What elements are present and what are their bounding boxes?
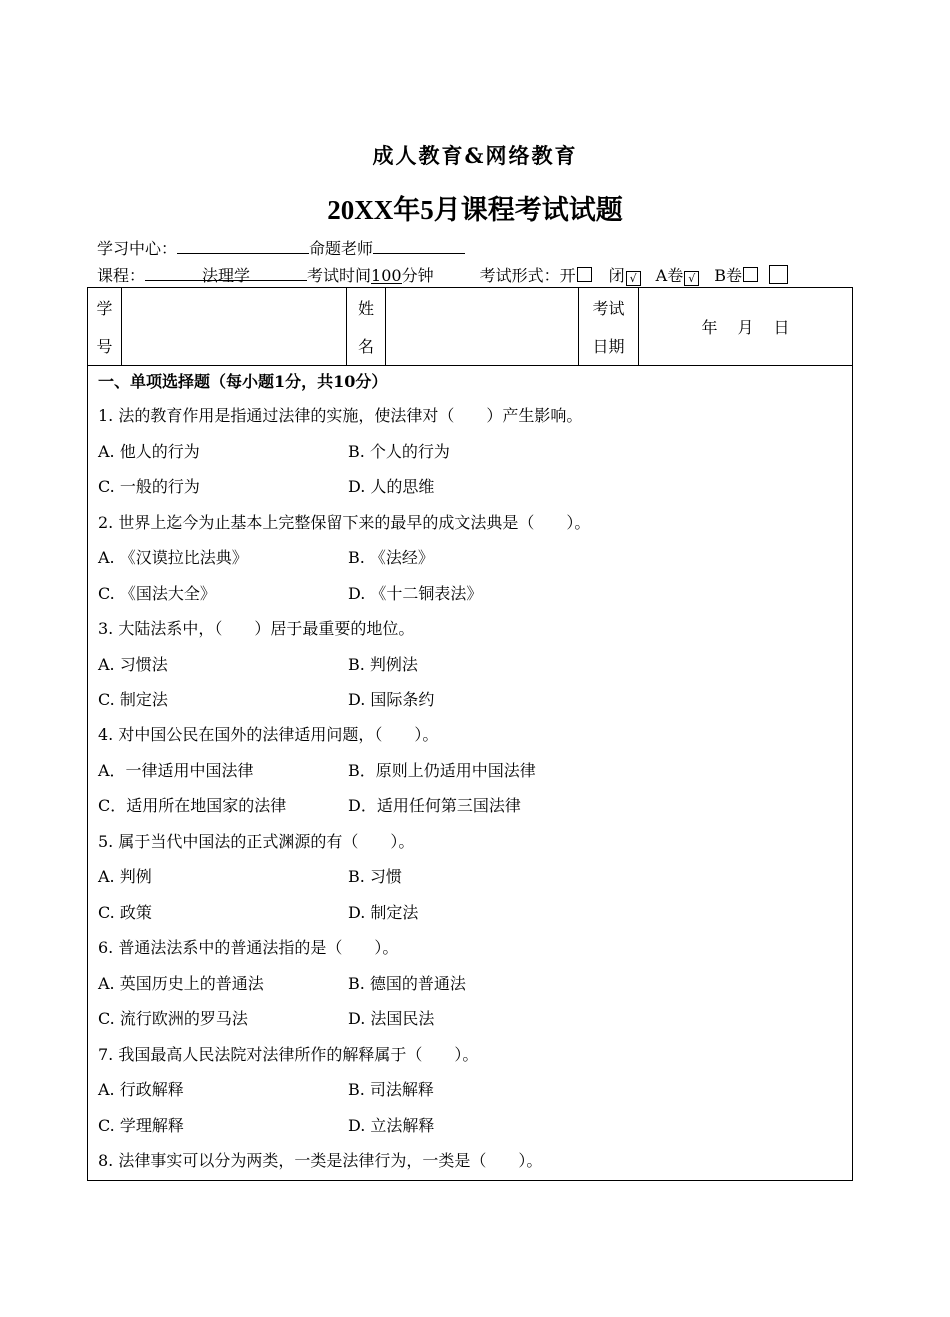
option-b[interactable]: B. 习惯 (348, 867, 402, 886)
option-b[interactable]: B. 德国的普通法 (348, 974, 466, 993)
option-d[interactable]: D. 人的思维 (348, 477, 435, 496)
student-info-table (88, 288, 852, 366)
paper-b-checkbox[interactable] (743, 267, 758, 282)
time-unit: 分钟 (401, 266, 434, 285)
month-label: 月 (737, 318, 754, 337)
date-field[interactable] (639, 288, 852, 365)
center-field[interactable] (177, 236, 309, 254)
question-stem: 7. 我国最高人民法院对法律所作的解释属于（ ）。 (98, 1045, 479, 1064)
course-field[interactable]: 法理学 (145, 263, 307, 281)
option-a[interactable]: A. 《汉谟拉比法典》 (98, 548, 248, 567)
id-label-1: 学 (96, 298, 113, 318)
paper-a-checkbox[interactable]: √ (684, 271, 699, 286)
option-a[interactable]: A. 他人的行为 (98, 442, 200, 461)
option-a[interactable]: A. 英国历史上的普通法 (98, 974, 264, 993)
option-c[interactable]: C．适用所在地国家的法律 (98, 796, 287, 815)
id-field[interactable] (122, 288, 346, 365)
option-b[interactable]: B. 司法解释 (348, 1080, 434, 1099)
open-checkbox[interactable] (577, 267, 592, 282)
option-a[interactable]: A．一律适用中国法律 (98, 761, 254, 780)
time-label: 考试时间 (307, 266, 372, 285)
id-label-2: 号 (96, 337, 113, 357)
center-label: 学习中心： (97, 239, 178, 258)
option-b[interactable]: B. 判例法 (348, 655, 418, 674)
open-label: 开 (559, 266, 576, 285)
date-label-cell (579, 288, 638, 365)
date-label-2: 日期 (592, 337, 625, 357)
info-line-1 (97, 236, 465, 259)
name-label-2: 名 (357, 337, 374, 357)
info-line-2 (97, 263, 788, 286)
option-b[interactable]: B．原则上仍适用中国法律 (348, 761, 536, 780)
teacher-label: 命题老师 (309, 239, 374, 258)
teacher-field[interactable] (373, 236, 465, 254)
option-a[interactable]: A. 行政解释 (98, 1080, 184, 1099)
id-label-cell (88, 288, 121, 365)
option-c[interactable]: C. 政策 (98, 903, 152, 922)
option-d[interactable]: D. 国际条约 (348, 690, 435, 709)
name-label-cell (347, 288, 385, 365)
paper-b-label: B卷 (714, 266, 742, 285)
question-stem: 1. 法的教育作用是指通过法律的实施，使法律对（ ）产生影响。 (98, 406, 583, 425)
question-stem: 8. 法律事实可以分为两类，一类是法律行为，一类是（ ）。 (98, 1151, 543, 1170)
option-c[interactable]: C. 《国法大全》 (98, 584, 216, 603)
question-stem: 6. 普通法法系中的普通法指的是（ ）。 (98, 938, 399, 957)
date-label-1: 考试 (592, 298, 625, 318)
option-c[interactable]: C. 流行欧洲的罗马法 (98, 1009, 248, 1028)
exam-title: 20XX年5月课程考试试题 (327, 195, 623, 225)
organization-name: 成人教育&网络教育 (372, 143, 578, 168)
question-stem: 4. 对中国公民在国外的法律适用问题，（ ）。 (98, 725, 439, 744)
time-field[interactable]: 100 (371, 266, 402, 285)
question-stem: 5. 属于当代中国法的正式渊源的有（ ）。 (98, 832, 415, 851)
question-stem: 2. 世界上迄今为止基本上完整保留下来的最早的成文法典是（ ）。 (98, 513, 591, 532)
option-d[interactable]: D．适用任何第三国法律 (348, 796, 521, 815)
closed-label: 闭 (608, 266, 625, 285)
question-stem: 3. 大陆法系中，（ ）居于最重要的地位。 (98, 619, 415, 638)
option-a[interactable]: A. 习惯法 (98, 655, 168, 674)
option-b[interactable]: B. 个人的行为 (348, 442, 450, 461)
name-label-1: 姓 (357, 298, 374, 318)
form-label: 考试形式： (479, 266, 560, 285)
option-d[interactable]: D. 立法解释 (348, 1116, 435, 1135)
day-label: 日 (773, 318, 790, 337)
option-b[interactable]: B. 《法经》 (348, 548, 434, 567)
section-title: 一、单项选择题（每小题1分，共10分） (98, 372, 388, 391)
course-label: 课程： (97, 266, 146, 285)
option-a[interactable]: A. 判例 (98, 867, 152, 886)
option-d[interactable]: D. 《十二铜表法》 (348, 584, 483, 603)
paper-a-label: A卷 (655, 266, 684, 285)
option-d[interactable]: D. 法国民法 (348, 1009, 435, 1028)
exam-frame (87, 287, 853, 1181)
year-label: 年 (701, 318, 718, 337)
option-c[interactable]: C. 学理解释 (98, 1116, 184, 1135)
name-field[interactable] (386, 288, 578, 365)
option-c[interactable]: C. 一般的行为 (98, 477, 200, 496)
option-d[interactable]: D. 制定法 (348, 903, 419, 922)
option-c[interactable]: C. 制定法 (98, 690, 168, 709)
score-box (769, 265, 788, 284)
closed-checkbox[interactable]: √ (626, 271, 641, 286)
